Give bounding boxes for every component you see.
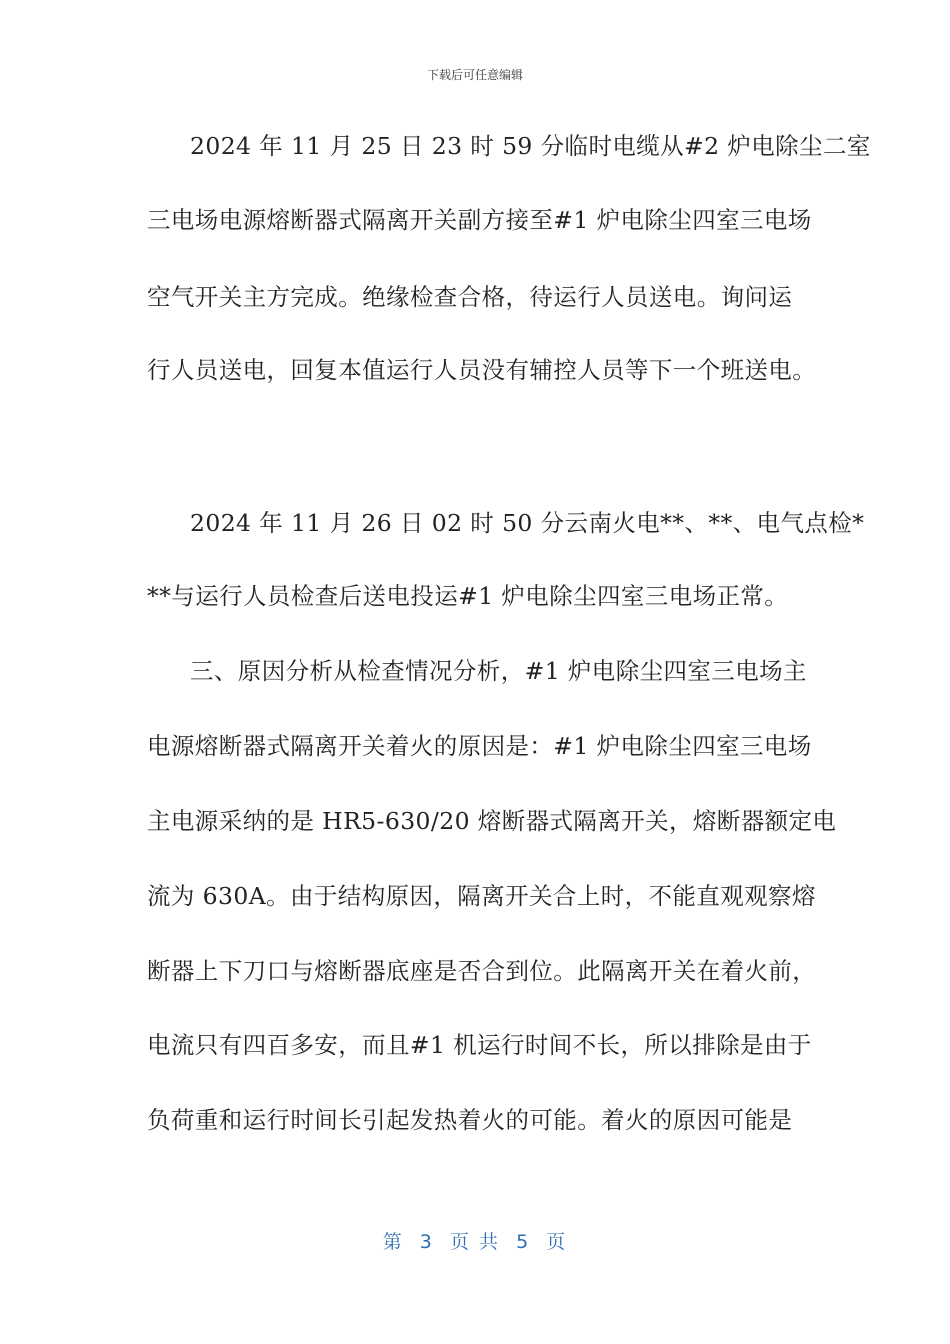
body-line: 主电源采纳的是 HR5-630/20 熔断器式隔离开关，熔断器额定电 [147, 807, 837, 835]
header-note: 下载后可任意编辑 [426, 68, 523, 82]
body-line: **与运行人员检查后送电投运#1 炉电除尘四室三电场正常。 [147, 582, 789, 610]
body-line: 三电场电源熔断器式隔离开关副方接至#1 炉电除尘四室三电场 [147, 206, 812, 234]
page-number: 第 3 页 共 5 页 [382, 1231, 568, 1253]
body-line: 流为 630A。由于结构原因，隔离开关合上时，不能直观观察熔 [147, 882, 816, 910]
body-line: 2024 年 11 月 26 日 02 时 50 分云南火电**、**、电气点检* [190, 509, 865, 537]
page-footer [0, 1227, 950, 1254]
body-line: 断器上下刀口与熔断器底座是否合到位。此隔离开关在着火前， [147, 957, 817, 985]
body-line: 2024 年 11 月 25 日 23 时 59 分临时电缆从#2 炉电除尘二室 [190, 132, 871, 160]
body-line: 电源熔断器式隔离开关着火的原因是：#1 炉电除尘四室三电场 [147, 732, 812, 760]
body-line: 电流只有四百多安，而且#1 机运行时间不长，所以排除是由于 [147, 1031, 812, 1059]
body-line: 三、原因分析从检查情况分析，#1 炉电除尘四室三电场主 [190, 657, 807, 685]
body-line: 行人员送电，回复本值运行人员没有辅控人员等下一个班送电。 [147, 356, 817, 384]
body-line: 负荷重和运行时间长引起发热着火的可能。着火的原因可能是 [147, 1106, 793, 1134]
body-line: 空气开关主方完成。绝缘检查合格，待运行人员送电。询问运 [147, 283, 793, 311]
